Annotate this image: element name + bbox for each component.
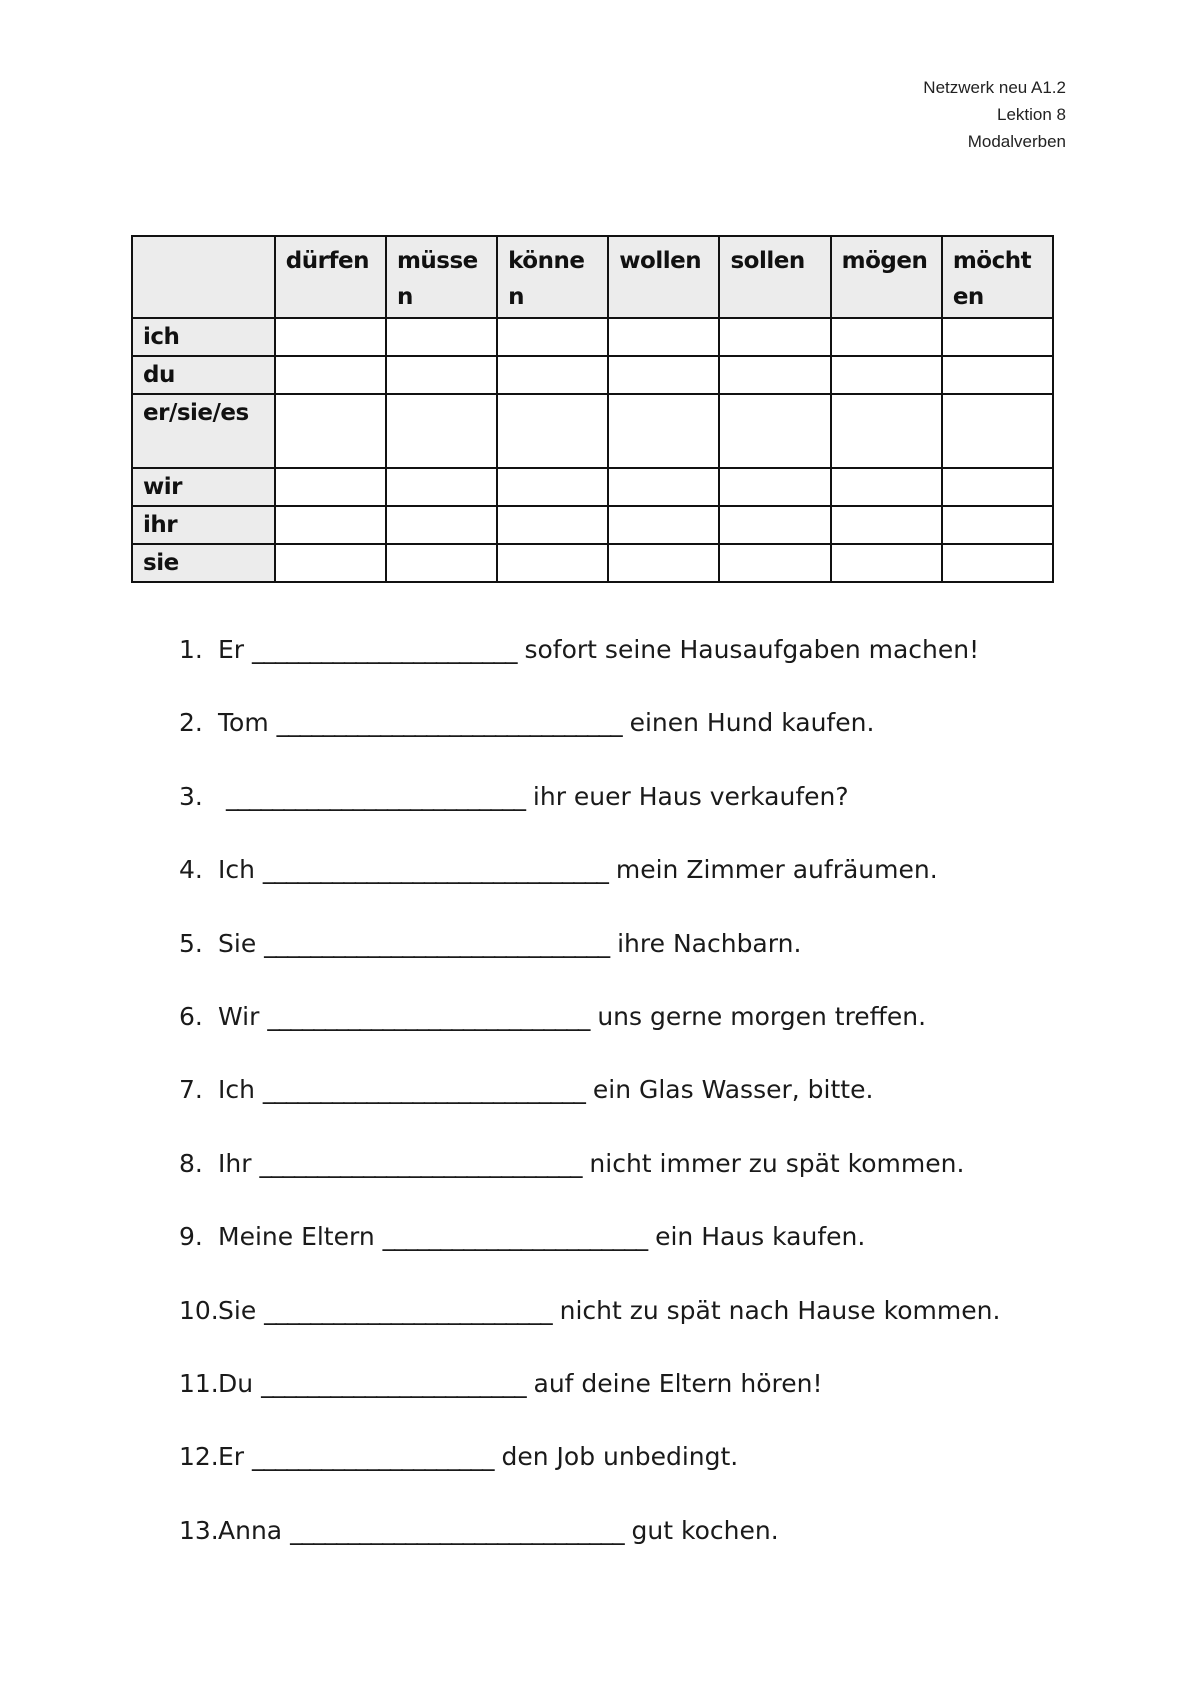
exercise-text-before: Sie xyxy=(218,1295,257,1325)
answer-cell[interactable] xyxy=(608,318,719,356)
row-label-ich: ich xyxy=(132,318,275,356)
answer-cell[interactable] xyxy=(719,394,830,468)
exercise-number: 11. xyxy=(179,1368,219,1398)
table-row xyxy=(132,544,1053,582)
answer-cell[interactable] xyxy=(275,468,386,506)
exercise-text-before: Meine Eltern xyxy=(218,1222,375,1252)
conjugation-table xyxy=(131,235,1054,583)
answer-cell[interactable] xyxy=(719,506,830,544)
exercise-item xyxy=(179,850,1000,923)
exercise-item xyxy=(179,1217,1000,1290)
header-cell-moechten: möchten xyxy=(942,236,1053,318)
exercise-text-before: Ich xyxy=(218,855,255,885)
answer-cell[interactable] xyxy=(719,356,830,394)
answer-cell[interactable] xyxy=(942,544,1053,582)
answer-cell[interactable] xyxy=(608,356,719,394)
exercise-text-after: den Job unbedingt. xyxy=(501,1442,739,1472)
exercise-text-before: Tom xyxy=(218,708,269,738)
exercise-text-before: Du xyxy=(218,1368,254,1398)
exercise-text-after: gut kochen. xyxy=(631,1515,779,1545)
exercise-list xyxy=(179,630,1000,1584)
exercise-item xyxy=(179,1291,1000,1364)
answer-blank[interactable]: ______________________________ xyxy=(264,928,610,958)
answer-cell[interactable] xyxy=(608,394,719,468)
exercise-item xyxy=(179,924,1000,997)
exercise-number: 8. xyxy=(179,1148,203,1178)
exercise-text-after: sofort seine Hausaufgaben machen! xyxy=(524,635,980,664)
answer-cell[interactable] xyxy=(386,506,497,544)
exercise-item xyxy=(179,1511,1000,1584)
exercise-text-after: ihr euer Haus verkaufen? xyxy=(532,781,849,811)
answer-cell[interactable] xyxy=(497,318,608,356)
exercise-item xyxy=(179,703,1000,776)
answer-blank[interactable]: _______________________ xyxy=(261,1368,526,1398)
table-header-row xyxy=(132,236,1053,318)
exercise-number: 12. xyxy=(179,1442,219,1472)
answer-blank[interactable]: ____________________________ xyxy=(262,1075,585,1105)
answer-blank[interactable]: _____________________ xyxy=(252,1442,494,1472)
exercise-number: 1. xyxy=(179,635,203,664)
answer-cell[interactable] xyxy=(275,506,386,544)
answer-cell[interactable] xyxy=(608,544,719,582)
exercise-text-before: Anna xyxy=(218,1515,283,1545)
answer-cell[interactable] xyxy=(497,394,608,468)
header-cell-moegen: mögen xyxy=(831,236,942,318)
row-label-sie: sie xyxy=(132,544,275,582)
header-cell-duerfen: dürfen xyxy=(275,236,386,318)
table-row xyxy=(132,394,1053,468)
answer-cell[interactable] xyxy=(275,544,386,582)
answer-blank[interactable]: ______________________________ xyxy=(262,855,608,885)
header-cell-sollen: sollen xyxy=(719,236,830,318)
answer-cell[interactable] xyxy=(275,394,386,468)
answer-blank[interactable]: ______________________________ xyxy=(276,708,622,738)
answer-cell[interactable] xyxy=(719,468,830,506)
exercise-text-after: nicht immer zu spät kommen. xyxy=(589,1148,965,1178)
answer-cell[interactable] xyxy=(386,356,497,394)
header-cell-muessen: müssen xyxy=(386,236,497,318)
answer-cell[interactable] xyxy=(497,506,608,544)
answer-cell[interactable] xyxy=(831,318,942,356)
exercise-item xyxy=(179,1437,1000,1510)
exercise-number: 3. xyxy=(179,781,203,811)
header-cell-wollen: wollen xyxy=(608,236,719,318)
answer-cell[interactable] xyxy=(497,544,608,582)
answer-cell[interactable] xyxy=(831,506,942,544)
table-row xyxy=(132,356,1053,394)
answer-cell[interactable] xyxy=(942,506,1053,544)
table-row xyxy=(132,506,1053,544)
exercise-text-after: auf deine Eltern hören! xyxy=(533,1368,823,1398)
answer-cell[interactable] xyxy=(942,394,1053,468)
exercise-number: 4. xyxy=(179,855,203,885)
exercise-number: 7. xyxy=(179,1075,203,1105)
answer-cell[interactable] xyxy=(275,318,386,356)
exercise-number: 9. xyxy=(179,1222,203,1252)
exercise-text-after: nicht zu spät nach Hause kommen. xyxy=(559,1295,1001,1325)
document-header xyxy=(923,74,1066,155)
answer-cell[interactable] xyxy=(831,356,942,394)
answer-cell[interactable] xyxy=(608,468,719,506)
exercise-item xyxy=(179,777,1000,850)
exercise-text-before: Ich xyxy=(218,1075,255,1105)
exercise-text-after: mein Zimmer aufräumen. xyxy=(615,855,938,885)
lesson-label: Lektion 8 xyxy=(997,105,1066,124)
exercise-text-after: ihre Nachbarn. xyxy=(617,928,802,958)
exercise-text-after: ein Haus kaufen. xyxy=(655,1222,866,1252)
answer-cell[interactable] xyxy=(497,468,608,506)
exercise-item xyxy=(179,1070,1000,1143)
row-label-du: du xyxy=(132,356,275,394)
exercise-number: 2. xyxy=(179,708,203,738)
answer-cell[interactable] xyxy=(831,544,942,582)
header-cell-empty xyxy=(132,236,275,318)
answer-cell[interactable] xyxy=(942,318,1053,356)
exercise-item xyxy=(179,630,1000,703)
answer-blank[interactable]: ____________________________ xyxy=(259,1148,582,1178)
exercise-text-after: uns gerne morgen treffen. xyxy=(597,1001,927,1031)
answer-cell[interactable] xyxy=(831,394,942,468)
exercise-text-after: ein Glas Wasser, bitte. xyxy=(592,1075,874,1105)
exercise-text-before: Er xyxy=(218,635,245,664)
exercise-text-before: Ihr xyxy=(218,1148,252,1178)
exercise-text-before: Wir xyxy=(218,1001,260,1031)
answer-cell[interactable] xyxy=(942,356,1053,394)
answer-blank[interactable]: ____________________________ xyxy=(267,1001,590,1031)
exercise-item xyxy=(179,1144,1000,1217)
header-cell-koennen: können xyxy=(497,236,608,318)
answer-cell[interactable] xyxy=(608,506,719,544)
answer-cell[interactable] xyxy=(942,468,1053,506)
exercise-number: 6. xyxy=(179,1001,203,1031)
row-label-er-sie-es: er/sie/es xyxy=(132,394,275,468)
exercise-item xyxy=(179,997,1000,1070)
answer-cell[interactable] xyxy=(831,468,942,506)
answer-blank[interactable]: _________________________ xyxy=(264,1295,552,1325)
course-title: Netzwerk neu A1.2 xyxy=(923,78,1066,97)
answer-blank[interactable]: __________________________ xyxy=(225,781,525,811)
answer-blank[interactable]: _______________________ xyxy=(252,635,517,664)
answer-cell[interactable] xyxy=(386,394,497,468)
answer-cell[interactable] xyxy=(386,468,497,506)
exercise-text-before: Er xyxy=(218,1442,245,1472)
exercise-text-before: Sie xyxy=(218,928,257,958)
answer-cell[interactable] xyxy=(386,544,497,582)
answer-cell[interactable] xyxy=(719,318,830,356)
answer-blank[interactable]: _______________________ xyxy=(382,1222,648,1252)
exercise-text-after: einen Hund kaufen. xyxy=(629,708,875,738)
topic-label: Modalverben xyxy=(967,132,1066,151)
row-label-ihr: ihr xyxy=(132,506,275,544)
exercise-number: 10. xyxy=(179,1295,219,1325)
table-row xyxy=(132,318,1053,356)
row-label-wir: wir xyxy=(132,468,275,506)
answer-cell[interactable] xyxy=(275,356,386,394)
exercise-number: 13. xyxy=(179,1515,219,1545)
exercise-item xyxy=(179,1364,1000,1437)
answer-cell[interactable] xyxy=(497,356,608,394)
answer-cell[interactable] xyxy=(719,544,830,582)
exercise-number: 5. xyxy=(179,928,203,958)
table-row xyxy=(132,468,1053,506)
answer-cell[interactable] xyxy=(386,318,497,356)
answer-blank[interactable]: _____________________________ xyxy=(290,1515,624,1545)
